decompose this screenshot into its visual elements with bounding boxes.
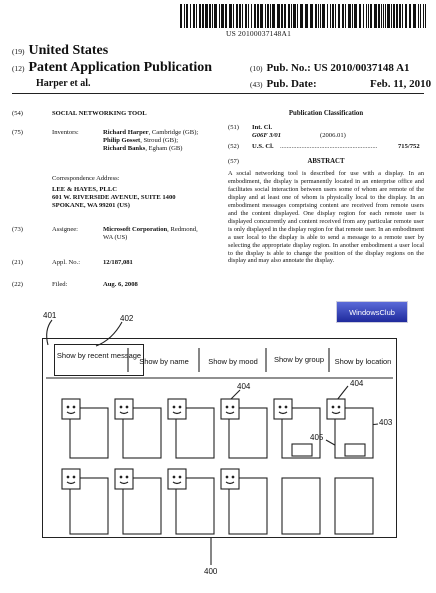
avatar-eye-icon [73, 476, 75, 478]
inventors-label: Inventors: [52, 129, 79, 136]
user-avatar-icon [115, 399, 133, 419]
user-avatar-icon [168, 469, 186, 489]
intcl-year: (2006.01) [320, 132, 346, 139]
patent-title: SOCIAL NETWORKING TOOL [52, 110, 147, 117]
assignee-value: Microsoft Corporation, Redmond, WA (US) [103, 226, 198, 242]
ref-402: 402 [120, 314, 134, 323]
avatar-eye-icon [179, 476, 181, 478]
uscl-value: 715/752 [398, 143, 420, 150]
correspondence-line: 601 W. RIVERSIDE AVENUE, SUITE 1400 [52, 194, 176, 201]
user-avatar-icon [221, 469, 239, 489]
watermark-logo: WindowsClub [336, 301, 408, 323]
country-heading: (19) United States [12, 43, 109, 58]
leader-401 [47, 320, 52, 345]
avatar-eye-icon [338, 406, 340, 408]
message-box [292, 444, 312, 456]
abstract-text: A social networking tool is described for use with a display. In an embodiment, the display is permanently located in an enterprise office and facilitates social interaction between users some of whom are remote of the display and at least one of whom is physically local to the display. In an embodiment messages comprising content are received from remote users and the content displayed. One display region for each remote user is displayed concurrently and content received from any particular remote user is only displayed in the display region for that remote user. In an embodiment a user local to the display is able to send a message to a remote user by selecting the appropriate display region. In another embodiment a user local to the display is able to change the position of the display regions on the display and may also annotate the display. [228, 170, 424, 265]
avatar-eye-icon [126, 406, 128, 408]
filed-date: Aug. 6, 2008 [103, 281, 138, 288]
ref-404: 404 [350, 379, 364, 388]
user-avatar-icon [115, 469, 133, 489]
intcl-label: Int. Cl. [252, 124, 272, 131]
user-avatar-icon [327, 399, 345, 419]
tab-name-label[interactable]: Show by name [139, 357, 189, 366]
intcl-num: (51) [228, 124, 239, 131]
correspondence-line: LEE & HAYES, PLLC [52, 186, 117, 193]
ref-404: 404 [237, 382, 251, 391]
inventor: Philip Gosset, Stroud (GB); [103, 137, 179, 145]
inventor-short: Harper et al. [36, 78, 91, 89]
avatar-eye-icon [73, 406, 75, 408]
avatar-eye-icon [232, 406, 234, 408]
pub-date: (43) Pub. Date: Feb. 11, 2010 [250, 78, 432, 90]
avatar-eye-icon [120, 476, 122, 478]
avatar-eye-icon [120, 406, 122, 408]
leader-402 [96, 322, 122, 346]
user-avatar-icon [62, 469, 80, 489]
correspondence-label: Correspondence Address: [52, 175, 120, 182]
uscl-label: U.S. Cl. [252, 143, 274, 150]
pub-number: (10) Pub. No.: US 2010/0037148 A1 [250, 62, 410, 74]
avatar-eye-icon [67, 406, 69, 408]
user-avatar-icon [168, 399, 186, 419]
correspondence-line: SPOKANE, WA 99201 (US) [52, 202, 130, 209]
barcode-number: US 20100037148A1 [226, 29, 292, 38]
appl-no: 12/187,081 [103, 259, 133, 266]
uscl-num: (52) [228, 143, 239, 150]
ref-405: 405 [310, 433, 324, 442]
inventor: Richard Harper, Cambridge (GB); [103, 129, 199, 136]
filed-label: Filed: [52, 281, 68, 288]
avatar-eye-icon [232, 476, 234, 478]
user-avatar-icon [221, 399, 239, 419]
avatar-eye-icon [285, 406, 287, 408]
user-avatar-icon [62, 399, 80, 419]
avatar-eye-icon [173, 406, 175, 408]
assignee-label: Assignee: [52, 226, 79, 233]
tab-group-label[interactable]: Show by group [273, 355, 325, 364]
avatar-eye-icon [226, 406, 228, 408]
avatar-eye-icon [126, 476, 128, 478]
user-display-region[interactable] [282, 478, 320, 534]
abstract-title: ABSTRACT [307, 158, 345, 165]
abstract-num: (57) [228, 158, 239, 165]
appl-label: Appl. No.: [52, 259, 81, 266]
classification-title: Publication Classification [288, 110, 364, 117]
avatar-eye-icon [279, 406, 281, 408]
title-num: (54) [12, 110, 23, 117]
inventors-num: (75) [12, 129, 23, 136]
appl-num: (21) [12, 259, 23, 266]
avatar-eye-icon [67, 476, 69, 478]
intcl-code: G06F 3/01 [252, 132, 282, 139]
ref-401: 401 [43, 311, 57, 320]
tab-recent-message-label: Show by recent message [56, 351, 142, 360]
uscl-dots: ........................................................... [280, 143, 378, 150]
tab-mood-label[interactable]: Show by mood [208, 357, 258, 366]
avatar-eye-icon [332, 406, 334, 408]
filed-num: (22) [12, 281, 23, 288]
publication-type: (12) Patent Application Publication [12, 60, 213, 75]
avatar-eye-icon [173, 476, 175, 478]
inventor: Richard Banks, Egham (GB) [103, 145, 183, 153]
assignee-num: (73) [12, 226, 23, 233]
message-box [345, 444, 365, 456]
ref-400: 400 [204, 567, 218, 576]
user-avatar-icon [274, 399, 292, 419]
avatar-eye-icon [179, 406, 181, 408]
ref-403: 403 [379, 418, 393, 427]
user-display-region[interactable] [335, 478, 373, 534]
avatar-eye-icon [226, 476, 228, 478]
tab-location-label[interactable]: Show by location [334, 357, 392, 366]
